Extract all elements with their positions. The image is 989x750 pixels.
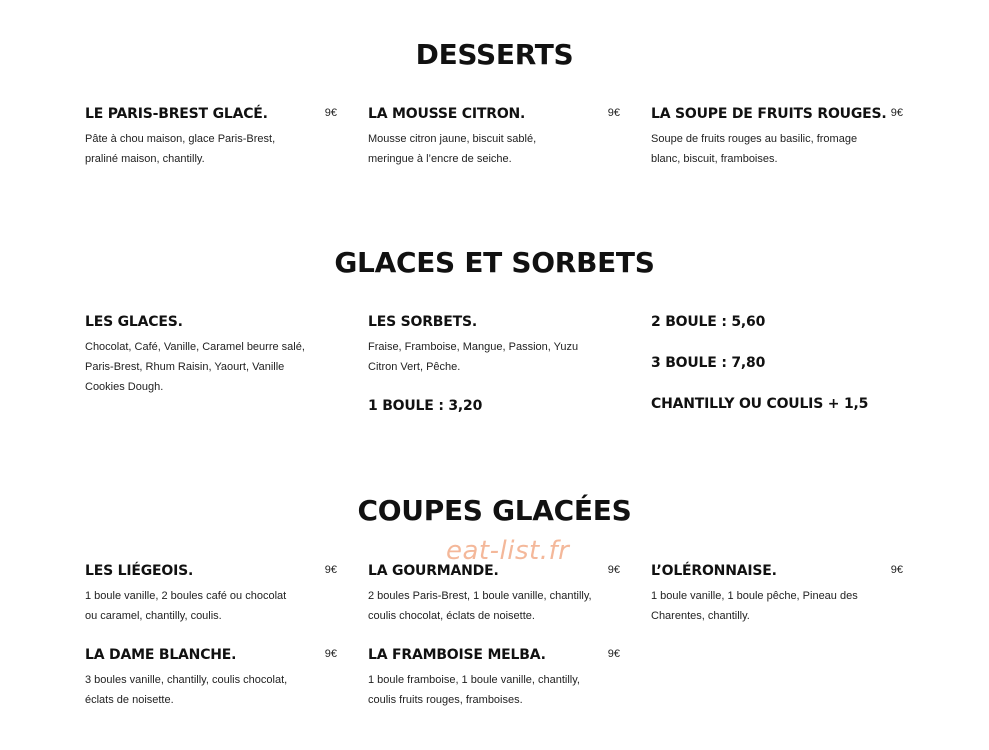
item-name: L’OLÉRONNAISE. — [651, 563, 777, 579]
item-name: LA MOUSSE CITRON. — [368, 106, 526, 122]
watermark: eat-list.fr — [446, 536, 570, 566]
item-description: Fraise, Framboise, Mangue, Passion, Yuzu Citron Vert, Pêche. — [368, 341, 579, 373]
item-name: LA DAME BLANCHE. — [85, 647, 237, 663]
menu-item-mousse-citron — [368, 106, 620, 169]
item-description: 2 boules Paris-Brest, 1 boule vanille, chantilly, coulis chocolat, éclats de noisette. — [368, 590, 592, 622]
section-title-desserts: DESSERTS — [415, 38, 574, 71]
section-title-coupes-glacees: COUPES GLACÉES — [357, 494, 632, 527]
item-name: LA SOUPE DE FRUITS ROUGES. — [651, 106, 887, 122]
item-description: 1 boule vanille, 2 boules café ou chocolat ou caramel, chantilly, coulis. — [85, 590, 287, 622]
menu-item-dame-blanche — [85, 647, 337, 710]
price-three-scoops: 3 BOULE : 7,80 — [651, 355, 766, 371]
item-description: Soupe de fruits rouges au basilic, fromage blanc, biscuit, framboises. — [651, 133, 858, 165]
menu-item-gourmande — [368, 563, 620, 626]
menu-item-soupe-fruits-rouges — [651, 106, 903, 169]
item-price: 9€ — [607, 107, 620, 119]
menu-item-oleronnaise — [651, 563, 903, 626]
menu-item-les-glaces — [85, 314, 337, 397]
menu-item-liegeois — [85, 563, 337, 626]
menu-item-les-sorbets — [368, 314, 620, 377]
item-price: 9€ — [324, 564, 337, 576]
item-description: 1 boule framboise, 1 boule vanille, chantilly, coulis fruits rouges, framboises. — [368, 674, 580, 706]
price-two-scoops: 2 BOULE : 5,60 — [651, 314, 766, 330]
item-price: 9€ — [324, 107, 337, 119]
item-price: 9€ — [324, 648, 337, 660]
item-name: LA FRAMBOISE MELBA. — [368, 647, 546, 663]
item-name: LES GLACES. — [85, 314, 183, 330]
menu-item-paris-brest — [85, 106, 337, 169]
item-price: 9€ — [607, 564, 620, 576]
menu-item-framboise-melba — [368, 647, 620, 710]
item-price: 9€ — [890, 107, 903, 119]
item-description: 3 boules vanille, chantilly, coulis chocolat, éclats de noisette. — [85, 674, 288, 706]
item-price: 9€ — [607, 648, 620, 660]
item-description: Pâte à chou maison, glace Paris-Brest, praliné maison, chantilly. — [85, 133, 276, 165]
item-name: LES LIÉGEOIS. — [85, 563, 194, 579]
item-name: LES SORBETS. — [368, 314, 477, 330]
item-name: LA GOURMANDE. — [368, 563, 499, 579]
price-one-scoop: 1 BOULE : 3,20 — [368, 398, 483, 414]
item-name: LE PARIS-BREST GLACÉ. — [85, 106, 268, 122]
item-price: 9€ — [890, 564, 903, 576]
item-description: Mousse citron jaune, biscuit sablé, meringue à l’encre de seiche. — [368, 133, 537, 165]
section-title-glaces-sorbets: GLACES ET SORBETS — [334, 246, 655, 279]
price-extra-topping: CHANTILLY OU COULIS + 1,5 — [651, 396, 869, 412]
item-description: 1 boule vanille, 1 boule pêche, Pineau des Charentes, chantilly. — [651, 590, 858, 622]
item-description: Chocolat, Café, Vanille, Caramel beurre salé, Paris-Brest, Rhum Raisin, Yaourt, Vanille Cookies Dough. — [85, 341, 305, 393]
